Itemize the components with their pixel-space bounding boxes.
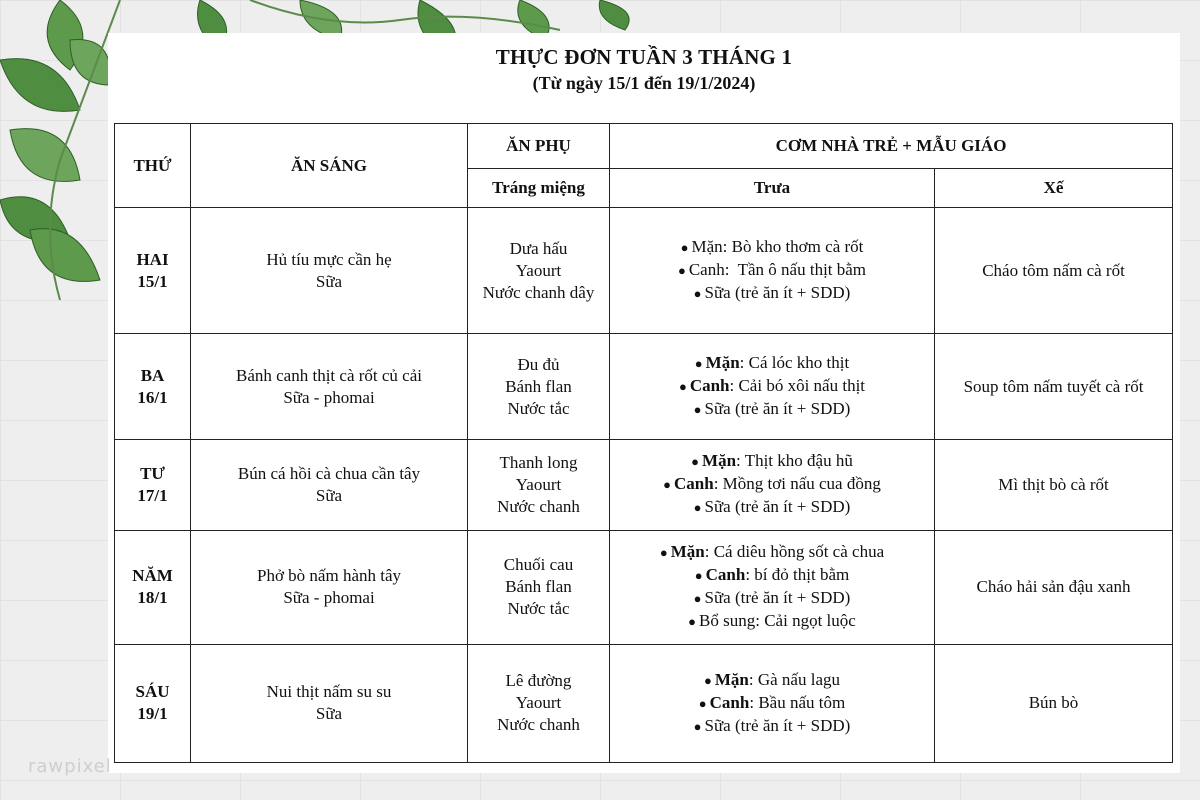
lunch-cell <box>610 208 935 334</box>
breakfast-cell <box>191 208 468 334</box>
lunch-item <box>616 352 928 375</box>
dessert-item: Nước chanh <box>497 715 580 735</box>
header-afternoon: Xế <box>935 169 1173 208</box>
lunch-item-label: Sữa (trẻ ăn ít + SDD) <box>704 497 851 517</box>
breakfast-item: Phở bò nấm hành tây <box>256 566 402 586</box>
afternoon-cell: Mì thịt bò cà rốt <box>935 440 1173 530</box>
afternoon-cell: Soup tôm nấm tuyết cà rốt <box>935 334 1173 440</box>
lunch-item <box>616 692 928 715</box>
day-cell <box>115 644 191 762</box>
day-name: HAI <box>136 249 169 269</box>
dessert-item: Yaourt <box>515 693 562 713</box>
lunch-item-text: : Cá diêu hồng sốt cà chua <box>704 542 885 562</box>
dessert-cell <box>468 530 610 644</box>
lunch-item-label: Mặn: <box>691 237 728 257</box>
dessert-item: Nước tắc <box>507 398 570 418</box>
lunch-item <box>616 450 928 473</box>
breakfast-item: Sữa - phomai <box>283 588 375 608</box>
day-cell <box>115 440 191 530</box>
header-breakfast: ĂN SÁNG <box>191 124 468 208</box>
bullet-icon: ● <box>694 568 703 584</box>
dessert-cell <box>468 208 610 334</box>
lunch-item-label: Sữa (trẻ ăn ít + SDD) <box>704 283 851 303</box>
dessert-item: Nước chanh <box>497 496 580 516</box>
bullet-icon: ● <box>677 263 686 279</box>
breakfast-cell <box>191 530 468 644</box>
bullet-icon: ● <box>693 591 702 607</box>
lunch-item-label: Sữa (trẻ ăn ít + SDD) <box>704 715 851 735</box>
bullet-icon: ● <box>688 614 697 630</box>
dessert-cell <box>468 440 610 530</box>
day-name: TƯ <box>140 463 165 483</box>
dessert-cell <box>468 334 610 440</box>
bullet-icon: ● <box>704 672 712 688</box>
lunch-item-label: Mặn <box>670 542 705 562</box>
breakfast-item: Sữa <box>315 704 343 724</box>
header-snack: ĂN PHỤ <box>468 124 610 169</box>
header-lunch: Trưa <box>610 169 935 208</box>
dessert-item: Lê đường <box>505 671 572 691</box>
lunch-item <box>616 236 928 259</box>
breakfast-cell <box>191 440 468 530</box>
lunch-item-label: Mặn <box>705 353 740 373</box>
lunch-item-label: Sữa (trẻ ăn ít + SDD) <box>704 399 851 419</box>
day-name: NĂM <box>132 566 173 586</box>
lunch-item <box>616 587 928 610</box>
breakfast-item: Sữa <box>315 271 343 291</box>
breakfast-item: Sữa <box>315 485 343 505</box>
breakfast-cell <box>191 334 468 440</box>
lunch-item-text: Tần ô nấu thịt bằm <box>729 260 867 280</box>
lunch-item <box>616 541 928 564</box>
day-date: 15/1 <box>137 271 168 291</box>
header-day: THỨ <box>115 124 191 208</box>
header <box>108 43 1180 95</box>
dessert-item: Yaourt <box>515 260 562 280</box>
header-main-meal: CƠM NHÀ TRẺ + MẪU GIÁO <box>610 124 1173 169</box>
bullet-icon: ● <box>693 718 702 734</box>
watermark: rawpixel <box>28 756 112 777</box>
menu-row <box>115 208 1173 334</box>
dessert-item: Bánh flan <box>505 577 572 597</box>
bullet-icon: ● <box>694 356 703 372</box>
lunch-item-label: Sữa (trẻ ăn ít + SDD) <box>704 588 851 608</box>
lunch-cell <box>610 530 935 644</box>
header-dessert: Tráng miệng <box>468 169 610 208</box>
bullet-icon: ● <box>659 545 668 561</box>
day-date: 17/1 <box>137 485 168 505</box>
dessert-item: Bánh flan <box>505 376 572 396</box>
lunch-item-text: : Cá lóc kho thịt <box>739 353 850 373</box>
bullet-icon: ● <box>693 500 702 516</box>
menu-row <box>115 440 1173 530</box>
lunch-item-label: Canh <box>705 565 746 585</box>
weekly-menu-table <box>114 123 1173 763</box>
dessert-item: Đu đủ <box>517 354 560 374</box>
dessert-item: Dưa hấu <box>509 238 568 258</box>
lunch-item-label: Mặn <box>714 669 749 689</box>
breakfast-item: Bún cá hồi cà chua cần tây <box>237 463 421 483</box>
lunch-item-text: : bí đỏ thịt bằm <box>745 565 850 585</box>
menu-row <box>115 644 1173 762</box>
date-range: (Từ ngày 15/1 đến 19/1/2024) <box>532 73 756 93</box>
day-date: 19/1 <box>137 704 168 724</box>
menu-row <box>115 530 1173 644</box>
dessert-cell <box>468 644 610 762</box>
menu-row <box>115 334 1173 440</box>
lunch-item <box>616 473 928 496</box>
lunch-item <box>616 610 928 633</box>
day-cell <box>115 334 191 440</box>
lunch-item <box>616 282 928 305</box>
lunch-item <box>616 669 928 692</box>
lunch-item <box>616 564 928 587</box>
lunch-cell <box>610 440 935 530</box>
dessert-item: Nước tắc <box>507 599 570 619</box>
dessert-item: Yaourt <box>515 474 562 494</box>
afternoon-cell: Cháo hải sản đậu xanh <box>935 530 1173 644</box>
day-date: 18/1 <box>137 588 168 608</box>
day-name: BA <box>140 365 165 385</box>
lunch-item-text: Bò kho thơm cà rốt <box>727 237 864 257</box>
menu-sheet <box>108 33 1180 773</box>
lunch-item-label: Canh: <box>688 260 730 280</box>
lunch-item-label: Canh <box>689 376 730 396</box>
afternoon-cell: Cháo tôm nấm cà rốt <box>935 208 1173 334</box>
lunch-item-text: : Gà nấu lagu <box>748 669 840 689</box>
lunch-item-label: Mặn <box>702 451 737 471</box>
lunch-item <box>616 375 928 398</box>
breakfast-item: Sữa - phomai <box>283 387 375 407</box>
bullet-icon: ● <box>691 454 700 470</box>
bullet-icon: ● <box>693 402 702 418</box>
dessert-item: Nước chanh dây <box>482 282 595 302</box>
breakfast-item: Hủ tíu mực cần hẹ <box>266 249 392 269</box>
bullet-icon: ● <box>678 379 687 395</box>
lunch-cell <box>610 334 935 440</box>
bullet-icon: ● <box>698 695 707 711</box>
day-cell <box>115 208 191 334</box>
day-date: 16/1 <box>137 387 168 407</box>
lunch-item-label: Canh <box>709 692 750 712</box>
day-name: SÁU <box>135 682 170 702</box>
lunch-item-label: Bổ sung: Cải ngọt luộc <box>699 611 856 631</box>
lunch-item-label: Canh <box>674 474 714 494</box>
lunch-item-text: : Bầu nấu tôm <box>749 692 846 712</box>
lunch-item <box>616 398 928 421</box>
bullet-icon: ● <box>663 477 671 493</box>
lunch-item-text: : Thịt kho đậu hũ <box>736 451 853 471</box>
day-cell <box>115 530 191 644</box>
dessert-item: Thanh long <box>499 452 578 472</box>
page-title: THỰC ĐƠN TUẦN 3 THÁNG 1 <box>495 45 793 69</box>
breakfast-cell <box>191 644 468 762</box>
breakfast-item: Bánh canh thịt cà rốt củ cải <box>236 365 422 385</box>
lunch-item-text: : Cải bó xôi nấu thịt <box>729 376 866 396</box>
lunch-cell <box>610 644 935 762</box>
lunch-item <box>616 259 928 282</box>
bullet-icon: ● <box>680 240 689 256</box>
menu-rows <box>115 208 1173 763</box>
bullet-icon: ● <box>693 286 702 302</box>
lunch-item <box>616 715 928 738</box>
lunch-item-text: : Mồng tơi nấu cua đồng <box>713 474 881 494</box>
breakfast-item: Nui thịt nấm su su <box>266 682 392 702</box>
dessert-item: Chuối cau <box>503 555 574 575</box>
lunch-item <box>616 496 928 519</box>
afternoon-cell: Bún bò <box>935 644 1173 762</box>
